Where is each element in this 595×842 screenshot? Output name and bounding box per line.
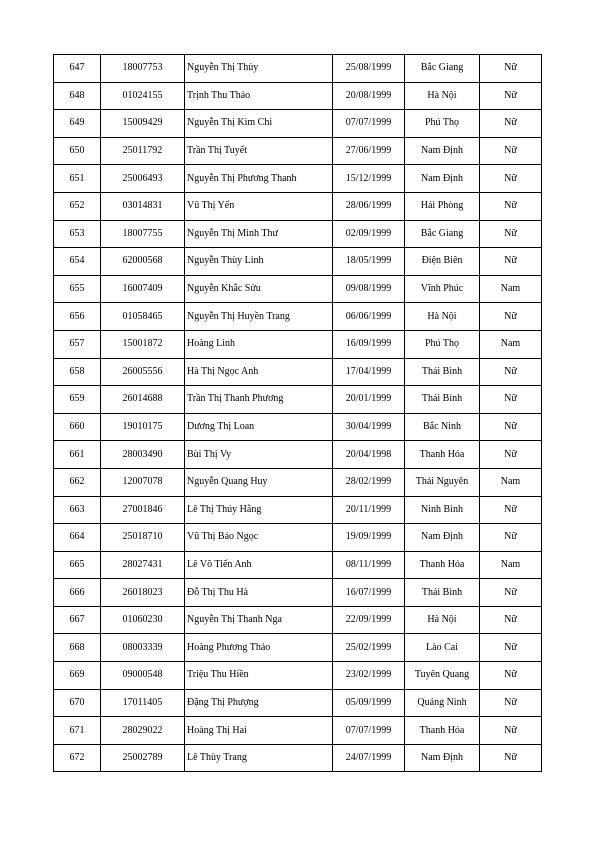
province-cell: Nam Định (405, 744, 480, 772)
birth-date-cell: 28/06/1999 (333, 192, 405, 220)
row-number-cell: 672 (54, 744, 101, 772)
candidate-id-cell: 25018710 (101, 524, 185, 552)
province-cell: Lào Cai (405, 634, 480, 662)
birth-date-cell: 25/02/1999 (333, 634, 405, 662)
candidate-id-cell: 01058465 (101, 303, 185, 331)
candidate-name-cell: Nguyễn Thị Kim Chi (185, 110, 333, 138)
birth-date-cell: 18/05/1999 (333, 248, 405, 276)
row-number-cell: 665 (54, 551, 101, 579)
table-row (54, 744, 542, 772)
row-number-cell: 661 (54, 441, 101, 469)
candidate-name-cell: Nguyễn Thị Phương Thanh (185, 165, 333, 193)
row-number-cell: 664 (54, 524, 101, 552)
table-row (54, 689, 542, 717)
candidate-id-cell: 26005556 (101, 358, 185, 386)
table-row (54, 248, 542, 276)
candidate-id-cell: 62000568 (101, 248, 185, 276)
gender-cell: Nữ (480, 165, 542, 193)
candidate-name-cell: Dương Thị Loan (185, 413, 333, 441)
candidate-id-cell: 01060230 (101, 606, 185, 634)
birth-date-cell: 19/09/1999 (333, 524, 405, 552)
gender-cell: Nam (480, 468, 542, 496)
gender-cell: Nam (480, 275, 542, 303)
row-number-cell: 669 (54, 662, 101, 690)
table-row (54, 634, 542, 662)
candidate-name-cell: Nguyễn Thùy Linh (185, 248, 333, 276)
table-row (54, 303, 542, 331)
province-cell: Vĩnh Phúc (405, 275, 480, 303)
candidate-name-cell: Nguyễn Thị Huyền Trang (185, 303, 333, 331)
table-row (54, 579, 542, 607)
row-number-cell: 663 (54, 496, 101, 524)
candidate-id-cell: 18007753 (101, 55, 185, 83)
province-cell: Hà Nội (405, 82, 480, 110)
row-number-cell: 668 (54, 634, 101, 662)
birth-date-cell: 16/07/1999 (333, 579, 405, 607)
row-number-cell: 666 (54, 579, 101, 607)
row-number-cell: 657 (54, 330, 101, 358)
gender-cell: Nữ (480, 192, 542, 220)
candidate-name-cell: Lê Thị Thúy Hằng (185, 496, 333, 524)
candidate-name-cell: Trần Thị Thanh Phương (185, 386, 333, 414)
candidate-name-cell: Nguyễn Thị Minh Thư (185, 220, 333, 248)
birth-date-cell: 24/07/1999 (333, 744, 405, 772)
birth-date-cell: 20/11/1999 (333, 496, 405, 524)
gender-cell: Nữ (480, 220, 542, 248)
province-cell: Điện Biên (405, 248, 480, 276)
row-number-cell: 653 (54, 220, 101, 248)
province-cell: Nam Định (405, 524, 480, 552)
candidate-id-cell: 28003490 (101, 441, 185, 469)
birth-date-cell: 07/07/1999 (333, 110, 405, 138)
candidate-name-cell: Lê Võ Tiến Anh (185, 551, 333, 579)
row-number-cell: 648 (54, 82, 101, 110)
row-number-cell: 647 (54, 55, 101, 83)
province-cell: Ninh Bình (405, 496, 480, 524)
candidate-id-cell: 28027431 (101, 551, 185, 579)
province-cell: Phú Thọ (405, 330, 480, 358)
gender-cell: Nữ (480, 386, 542, 414)
province-cell: Hải Phòng (405, 192, 480, 220)
candidate-name-cell: Nguyễn Thị Thủy (185, 55, 333, 83)
gender-cell: Nữ (480, 662, 542, 690)
candidate-id-cell: 09000548 (101, 662, 185, 690)
table-row (54, 82, 542, 110)
row-number-cell: 650 (54, 137, 101, 165)
table-row (54, 662, 542, 690)
candidate-id-cell: 26018023 (101, 579, 185, 607)
candidate-name-cell: Vũ Thị Bảo Ngọc (185, 524, 333, 552)
province-cell: Hà Nội (405, 606, 480, 634)
candidate-id-cell: 25006493 (101, 165, 185, 193)
table-row (54, 137, 542, 165)
candidate-id-cell: 17011405 (101, 689, 185, 717)
gender-cell: Nữ (480, 82, 542, 110)
candidate-name-cell: Nguyễn Khắc Sửu (185, 275, 333, 303)
gender-cell: Nữ (480, 413, 542, 441)
table-row (54, 496, 542, 524)
candidate-name-cell: Trần Thị Tuyết (185, 137, 333, 165)
birth-date-cell: 16/09/1999 (333, 330, 405, 358)
gender-cell: Nữ (480, 579, 542, 607)
gender-cell: Nữ (480, 248, 542, 276)
birth-date-cell: 09/08/1999 (333, 275, 405, 303)
province-cell: Thái Bình (405, 358, 480, 386)
province-cell: Thanh Hóa (405, 441, 480, 469)
row-number-cell: 652 (54, 192, 101, 220)
candidate-id-cell: 25002789 (101, 744, 185, 772)
gender-cell: Nữ (480, 137, 542, 165)
gender-cell: Nữ (480, 358, 542, 386)
province-cell: Thanh Hóa (405, 551, 480, 579)
gender-cell: Nữ (480, 55, 542, 83)
table-row (54, 275, 542, 303)
birth-date-cell: 02/09/1999 (333, 220, 405, 248)
row-number-cell: 651 (54, 165, 101, 193)
candidate-name-cell: Hoàng Phương Thảo (185, 634, 333, 662)
candidate-name-cell: Nguyễn Quang Huy (185, 468, 333, 496)
birth-date-cell: 27/06/1999 (333, 137, 405, 165)
row-number-cell: 655 (54, 275, 101, 303)
candidate-id-cell: 12007078 (101, 468, 185, 496)
gender-cell: Nam (480, 551, 542, 579)
birth-date-cell: 20/08/1999 (333, 82, 405, 110)
table-row (54, 165, 542, 193)
row-number-cell: 649 (54, 110, 101, 138)
province-cell: Phú Thọ (405, 110, 480, 138)
table-row (54, 386, 542, 414)
candidate-table-body (54, 55, 542, 772)
candidate-id-cell: 03014831 (101, 192, 185, 220)
table-row (54, 717, 542, 745)
row-number-cell: 662 (54, 468, 101, 496)
row-number-cell: 656 (54, 303, 101, 331)
province-cell: Thái Bình (405, 386, 480, 414)
birth-date-cell: 15/12/1999 (333, 165, 405, 193)
row-number-cell: 667 (54, 606, 101, 634)
birth-date-cell: 05/09/1999 (333, 689, 405, 717)
birth-date-cell: 25/08/1999 (333, 55, 405, 83)
birth-date-cell: 17/04/1999 (333, 358, 405, 386)
row-number-cell: 654 (54, 248, 101, 276)
candidate-name-cell: Đỗ Thị Thu Hà (185, 579, 333, 607)
table-row (54, 441, 542, 469)
gender-cell: Nữ (480, 524, 542, 552)
candidate-name-cell: Bùi Thị Vy (185, 441, 333, 469)
candidate-name-cell: Hoàng Linh (185, 330, 333, 358)
gender-cell: Nữ (480, 689, 542, 717)
gender-cell: Nữ (480, 634, 542, 662)
table-row (54, 358, 542, 386)
province-cell: Tuyên Quang (405, 662, 480, 690)
gender-cell: Nữ (480, 717, 542, 745)
candidate-id-cell: 01024155 (101, 82, 185, 110)
province-cell: Hà Nội (405, 303, 480, 331)
province-cell: Nam Định (405, 137, 480, 165)
province-cell: Bắc Giang (405, 55, 480, 83)
row-number-cell: 659 (54, 386, 101, 414)
province-cell: Quảng Ninh (405, 689, 480, 717)
candidate-id-cell: 28029022 (101, 717, 185, 745)
birth-date-cell: 22/09/1999 (333, 606, 405, 634)
candidate-id-cell: 16007409 (101, 275, 185, 303)
birth-date-cell: 23/02/1999 (333, 662, 405, 690)
gender-cell: Nữ (480, 303, 542, 331)
candidate-name-cell: Đặng Thị Phượng (185, 689, 333, 717)
row-number-cell: 671 (54, 717, 101, 745)
province-cell: Thái Bình (405, 579, 480, 607)
row-number-cell: 670 (54, 689, 101, 717)
gender-cell: Nữ (480, 441, 542, 469)
candidate-name-cell: Triệu Thu Hiền (185, 662, 333, 690)
candidate-name-cell: Nguyễn Thị Thanh Nga (185, 606, 333, 634)
table-row (54, 524, 542, 552)
province-cell: Thái Nguyên (405, 468, 480, 496)
table-row (54, 55, 542, 83)
table-row (54, 606, 542, 634)
candidate-id-cell: 08003339 (101, 634, 185, 662)
candidate-id-cell: 15001872 (101, 330, 185, 358)
province-cell: Thanh Hóa (405, 717, 480, 745)
gender-cell: Nữ (480, 110, 542, 138)
birth-date-cell: 08/11/1999 (333, 551, 405, 579)
candidate-table (53, 54, 542, 772)
table-row (54, 192, 542, 220)
candidate-id-cell: 26014688 (101, 386, 185, 414)
candidate-name-cell: Vũ Thị Yến (185, 192, 333, 220)
row-number-cell: 660 (54, 413, 101, 441)
table-row (54, 110, 542, 138)
table-row (54, 330, 542, 358)
table-row (54, 413, 542, 441)
birth-date-cell: 20/04/1998 (333, 441, 405, 469)
birth-date-cell: 06/06/1999 (333, 303, 405, 331)
table-row (54, 220, 542, 248)
birth-date-cell: 28/02/1999 (333, 468, 405, 496)
candidate-id-cell: 25011792 (101, 137, 185, 165)
gender-cell: Nữ (480, 744, 542, 772)
candidate-id-cell: 27001846 (101, 496, 185, 524)
gender-cell: Nam (480, 330, 542, 358)
gender-cell: Nữ (480, 606, 542, 634)
candidate-id-cell: 19010175 (101, 413, 185, 441)
province-cell: Bắc Ninh (405, 413, 480, 441)
birth-date-cell: 07/07/1999 (333, 717, 405, 745)
birth-date-cell: 30/04/1999 (333, 413, 405, 441)
candidate-name-cell: Lê Thùy Trang (185, 744, 333, 772)
birth-date-cell: 20/01/1999 (333, 386, 405, 414)
candidate-id-cell: 15009429 (101, 110, 185, 138)
province-cell: Bắc Giang (405, 220, 480, 248)
candidate-name-cell: Hà Thị Ngọc Anh (185, 358, 333, 386)
row-number-cell: 658 (54, 358, 101, 386)
table-row (54, 468, 542, 496)
candidate-name-cell: Trịnh Thu Thảo (185, 82, 333, 110)
candidate-name-cell: Hoàng Thị Hai (185, 717, 333, 745)
province-cell: Nam Định (405, 165, 480, 193)
candidate-id-cell: 18007755 (101, 220, 185, 248)
table-row (54, 551, 542, 579)
gender-cell: Nữ (480, 496, 542, 524)
